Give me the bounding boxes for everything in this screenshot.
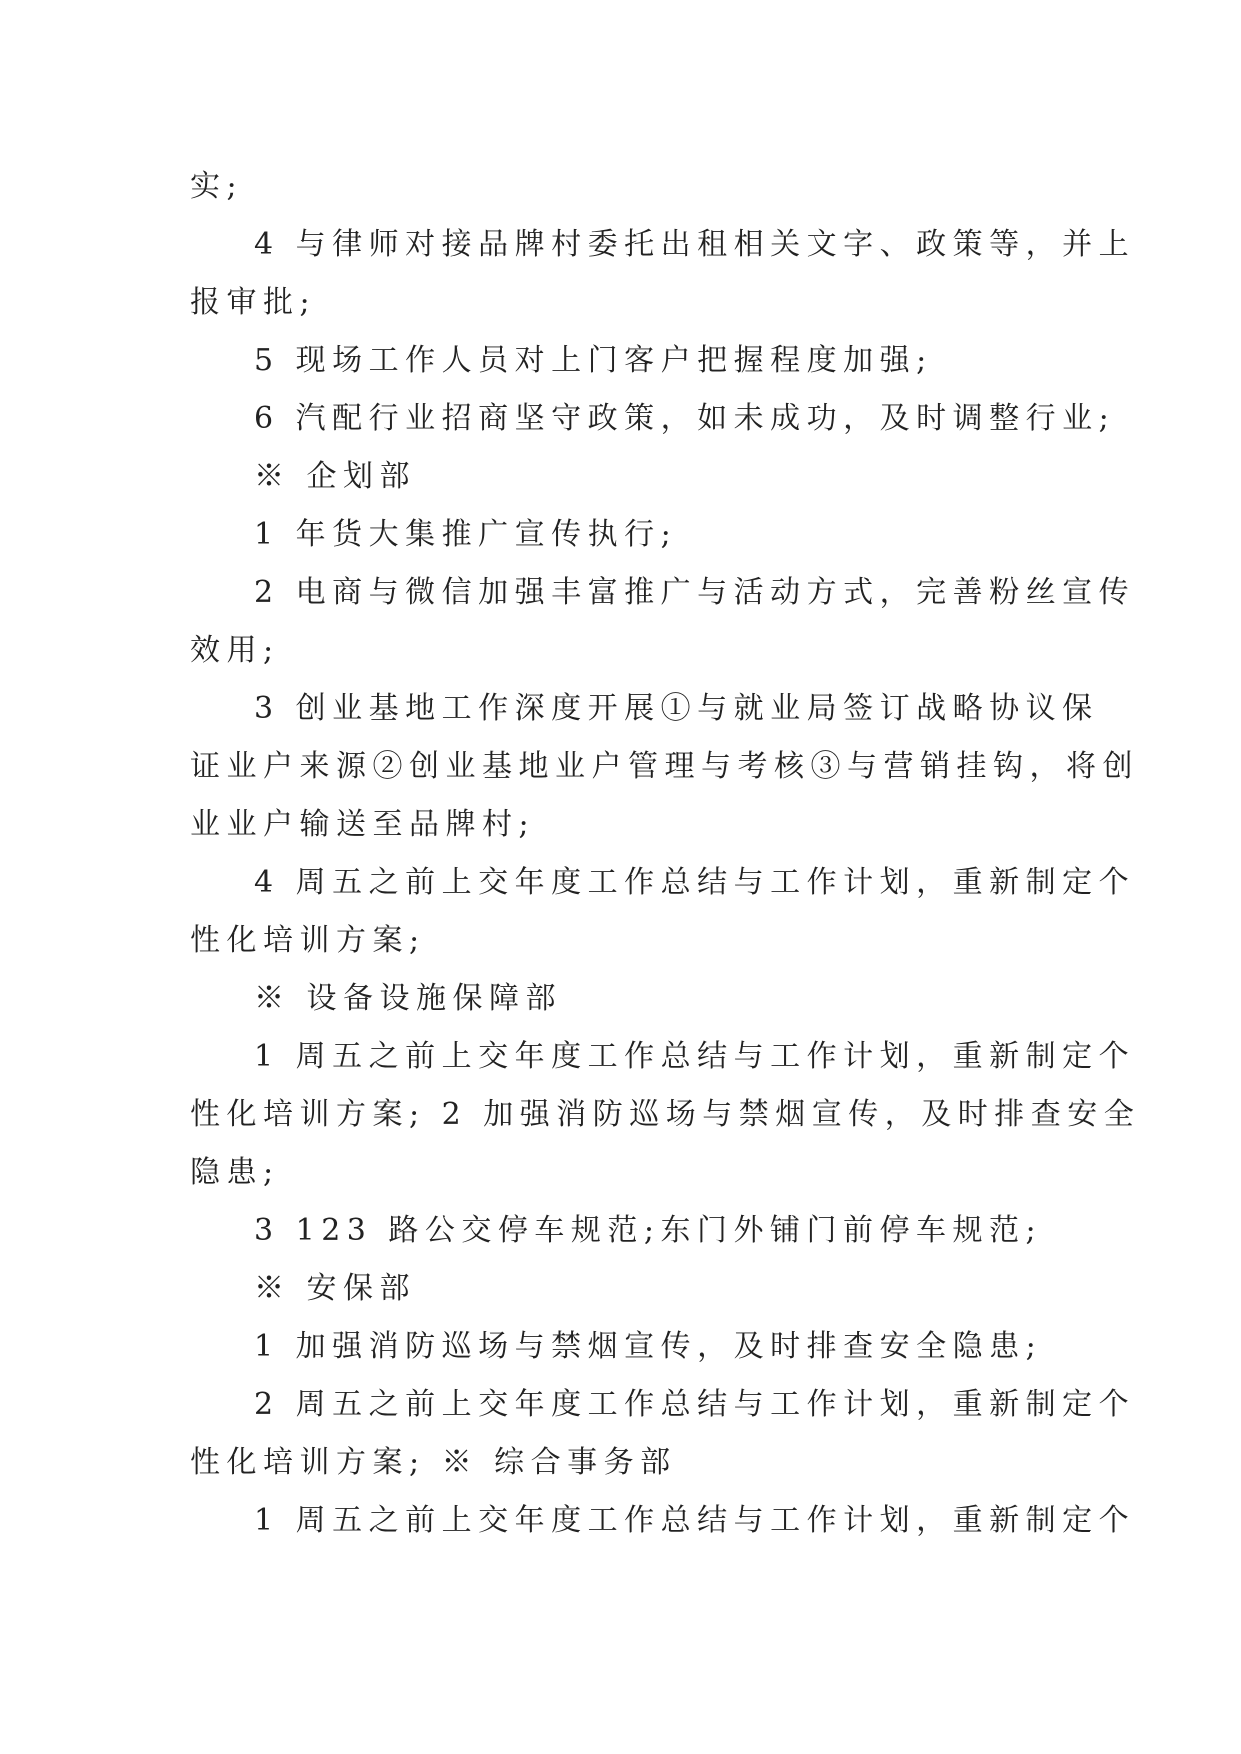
text-line: 1 周五之前上交年度工作总结与工作计划，重新制定个 <box>254 1503 1136 1538</box>
text-line: 4 周五之前上交年度工作总结与工作计划，重新制定个 <box>254 865 1136 900</box>
document-body <box>190 158 1141 1550</box>
section-heading: ※ 安保部 <box>254 1271 417 1306</box>
text-line: 效用; <box>190 633 280 668</box>
text-line: 4 与律师对接品牌村委托出租相关文字、政策等，并上 <box>254 227 1136 262</box>
text-line: 性化培训方案; 2 加强消防巡场与禁烟宣传，及时排查安全 <box>190 1097 1141 1132</box>
text-line: 报审批; <box>190 285 317 320</box>
text-line: 5 现场工作人员对上门客户把握程度加强; <box>254 343 933 378</box>
text-line: 2 周五之前上交年度工作总结与工作计划，重新制定个 <box>254 1387 1136 1422</box>
text-line: 业业户输送至品牌村; <box>190 807 536 842</box>
section-heading: ※ 设备设施保障部 <box>254 981 563 1016</box>
text-line: 证业户来源②创业基地业户管理与考核③与营销挂钩，将创 <box>190 749 1139 784</box>
text-line: 1 年货大集推广宣传执行; <box>254 517 678 552</box>
text-line: 2 电商与微信加强丰富推广与活动方式，完善粉丝宣传 <box>254 575 1136 610</box>
text-line: 1 周五之前上交年度工作总结与工作计划，重新制定个 <box>254 1039 1136 1074</box>
text-line: 实; <box>190 169 244 204</box>
text-line: 性化培训方案; ※ 综合事务部 <box>190 1445 677 1480</box>
section-heading: ※ 企划部 <box>254 459 417 494</box>
text-line: 3 创业基地工作深度开展①与就业局签订战略协议保 <box>254 691 1099 726</box>
text-line: 隐患; <box>190 1155 280 1190</box>
text-line: 3 123 路公交停车规范;东门外铺门前停车规范; <box>254 1213 1043 1248</box>
text-line: 1 加强消防巡场与禁烟宣传，及时排查安全隐患; <box>254 1329 1043 1364</box>
text-line: 性化培训方案; <box>190 923 426 958</box>
text-line: 6 汽配行业招商坚守政策，如未成功，及时调整行业; <box>254 401 1116 436</box>
